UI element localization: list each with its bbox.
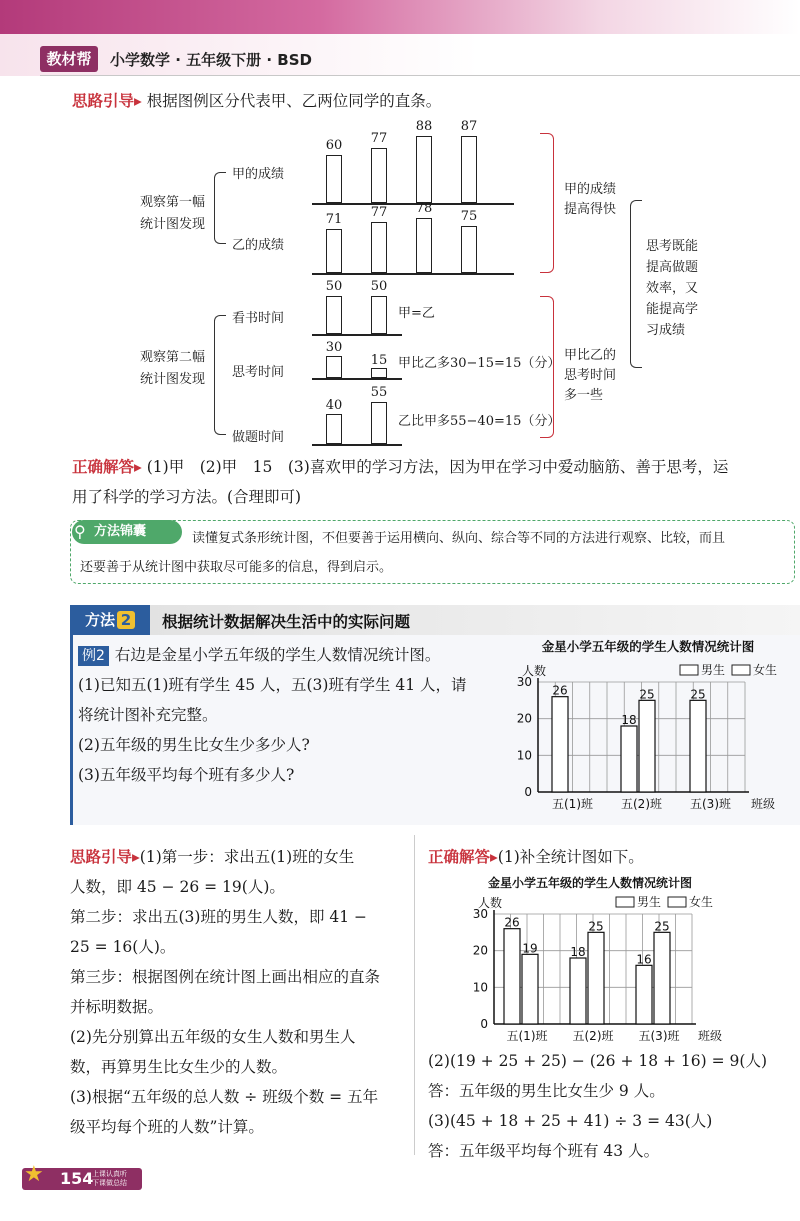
guide2-arrow: ▸ — [132, 848, 140, 866]
legend-label-2: 女生 — [689, 895, 714, 909]
answer2-l3: (3)(45 + 18 + 25 + 41) ÷ 3 = 43(人) — [428, 1112, 713, 1130]
bar-value-label: 16 — [636, 952, 652, 967]
doing-value-jia: 40 — [325, 398, 343, 413]
jia-bar-3 — [416, 136, 432, 203]
column-divider — [414, 835, 415, 1155]
example-line5: (3)五年级平均每个班有多少人? — [78, 766, 295, 784]
thinking-bar-jia — [326, 356, 342, 378]
footer-tag1: 上课认真听 — [92, 1170, 127, 1178]
bar-value-label: 26 — [552, 683, 568, 698]
answer2-l1: (2)(19 + 25 + 25) − (26 + 18 + 16) = 9(人) — [428, 1052, 767, 1070]
bar-value-label: 19 — [522, 941, 538, 956]
answer2-intro — [428, 842, 788, 872]
conclusion2-line1: 甲比乙的 — [564, 348, 617, 363]
reading-bar-yi — [371, 296, 387, 334]
answer2-block — [428, 1046, 788, 1166]
y-tick-label: 30 — [516, 675, 532, 689]
jia-value-4: 87 — [460, 119, 478, 134]
tip-badge: 方法锦囊 — [72, 520, 182, 544]
example-line1 — [78, 640, 498, 670]
example-line1-text: 右边是金星小学五年级的学生人数情况统计图。 — [114, 646, 441, 664]
bar-value-label: 25 — [588, 919, 604, 934]
conclusion1 — [564, 180, 616, 220]
chart-title: 金星小学五年级的学生人数情况统计图 — [541, 639, 755, 654]
reading-note: 甲=乙 — [398, 306, 435, 321]
chart-title: 金星小学五年级的学生人数情况统计图 — [487, 876, 693, 890]
group1-brace — [214, 172, 226, 244]
answer2-label: 正确解答 — [428, 848, 491, 866]
group1-label-line2: 统计图发现 — [140, 217, 206, 232]
bar-女生-五(2)班 — [639, 700, 655, 792]
jia-bar-4 — [461, 136, 477, 203]
bar-男生-五(2)班 — [570, 958, 586, 1024]
chart-ylabel: 人数 — [477, 896, 503, 910]
thinking-axis — [312, 378, 402, 380]
thinking-note: 甲比乙多30−15=15（分） — [398, 356, 561, 371]
group1-label — [140, 192, 205, 236]
doing-bar-jia — [326, 414, 342, 444]
guide1-text: 根据图例区分代表甲、乙两位同学的直条。 — [146, 92, 442, 110]
group1-label-line1: 观察第一幅 — [140, 195, 206, 210]
jia-value-1: 60 — [325, 138, 343, 153]
thinking-bar-yi — [371, 368, 387, 378]
chart-2 — [440, 872, 740, 1044]
group1-row2-label: 乙的成绩 — [232, 238, 285, 253]
bar-女生-五(3)班 — [654, 932, 670, 1024]
bar-value-label: 18 — [621, 713, 637, 727]
tip-line2: 还要善于从统计图中获取尽可能多的信息，得到启示。 — [80, 560, 393, 575]
y-tick-label: 20 — [472, 943, 488, 958]
tip-line1: 读懂复式条形统计图，不但要善于运用横向、纵向、综合等不同的方法进行观察、比较，而且 — [192, 531, 726, 546]
guide1-line — [72, 86, 441, 116]
final-line3: 效率，又 — [646, 281, 699, 296]
bar-男生-五(2)班 — [621, 726, 637, 792]
x-tick-label: 五(2)班 — [621, 797, 662, 811]
y-tick-label: 0 — [524, 785, 532, 799]
guide2-l1 — [70, 842, 410, 872]
legend-label-1: 男生 — [701, 663, 726, 677]
page-number: 154 — [60, 1169, 94, 1188]
thinking-value-yi: 15 — [370, 353, 388, 368]
yi-bar-4 — [461, 226, 477, 273]
legend-swatch-2 — [732, 665, 750, 675]
legend-swatch-1 — [616, 897, 634, 907]
guide2-l9: (3)根据“五年级的总人数 ÷ 班级个数 = 五年 — [70, 1088, 379, 1106]
chart-ylabel: 人数 — [521, 664, 547, 678]
doing-axis — [312, 444, 402, 446]
guide2-label: 思路引导 — [70, 848, 133, 866]
answer2-l4: 答：五年级平均每个班有 43 人。 — [428, 1142, 660, 1160]
reading-axis — [312, 334, 402, 336]
jia-value-3: 88 — [415, 119, 433, 134]
doing-note: 乙比甲多55−40=15（分） — [398, 414, 561, 429]
jia-value-2: 77 — [370, 131, 388, 146]
conclusion2-brace — [540, 296, 554, 438]
group2-row2-label: 思考时间 — [232, 365, 285, 380]
section-number: 2 — [117, 611, 135, 629]
yi-bar-3 — [416, 218, 432, 273]
group1-row1-label: 甲的成绩 — [232, 167, 285, 182]
conclusion1-line2: 提高得快 — [564, 202, 617, 217]
answer1-arrow: ▸ — [134, 458, 142, 476]
legend-label-1: 男生 — [637, 895, 662, 909]
magnifier-icon: ⚲ — [74, 522, 86, 541]
guide2-l7: (2)先分别算出五年级的女生人数和男生人 — [70, 1028, 356, 1046]
example-badge: 例2 — [78, 646, 109, 666]
chart-1 — [500, 636, 796, 822]
answer1-text1: (1)甲 (2)甲 15 (3)喜欢甲的学习方法，因为甲在学习中爱动脑筋、善于思考，运 — [146, 458, 729, 476]
yi-bar-2 — [371, 222, 387, 273]
bar-value-label: 25 — [690, 687, 706, 702]
yi-bar-1 — [326, 229, 342, 273]
book-badge: 教材帮 — [40, 46, 98, 72]
final-conclusion — [646, 236, 698, 341]
bar-女生-五(1)班 — [522, 954, 538, 1024]
conclusion2-line2: 思考时间 — [564, 368, 617, 383]
bar-男生-五(3)班 — [636, 965, 652, 1024]
section-label — [70, 605, 150, 635]
final-line5: 习成绩 — [646, 323, 686, 338]
star-icon: ★ — [24, 1162, 44, 1187]
guide2-block — [70, 842, 410, 1142]
yi-axis — [312, 273, 514, 275]
doing-value-yi: 55 — [370, 385, 388, 400]
final-brace — [630, 200, 642, 368]
footer-tag — [92, 1170, 127, 1188]
bar-value-label: 25 — [654, 919, 670, 934]
answer1-block — [72, 452, 792, 512]
group2-row1-label: 看书时间 — [232, 311, 285, 326]
conclusion2 — [564, 346, 616, 406]
group2-brace — [214, 315, 226, 435]
guide2-l3: 第二步：求出五(3)班的男生人数，即 41 − — [70, 908, 368, 926]
bar-男生-五(1)班 — [504, 929, 520, 1024]
legend-swatch-2 — [668, 897, 686, 907]
guide2-l8: 数，再算男生比女生少的人数。 — [70, 1058, 288, 1076]
reading-bar-jia — [326, 296, 342, 334]
guide1-label: 思路引导 — [72, 92, 135, 110]
final-line4: 能提高学 — [646, 302, 699, 317]
y-tick-label: 0 — [480, 1017, 488, 1031]
bar-男生-五(1)班 — [552, 697, 568, 792]
bar-value-label: 25 — [639, 687, 655, 702]
thinking-value-jia: 30 — [325, 340, 343, 355]
section-title: 根据统计数据解决生活中的实际问题 — [162, 613, 411, 631]
y-tick-label: 30 — [472, 907, 488, 921]
x-tick-label: 五(2)班 — [572, 1029, 614, 1043]
example-line2: (1)已知五(1)班有学生 45 人，五(3)班有学生 41 人，请 — [78, 676, 467, 694]
guide2-l10: 级平均每个班的人数”计算。 — [70, 1118, 264, 1136]
guide1-arrow: ▸ — [134, 92, 142, 110]
bar-value-label: 26 — [504, 915, 520, 930]
book-subtitle: 小学数学 · 五年级下册 · BSD — [110, 51, 312, 69]
group2-label-line1: 观察第二幅 — [140, 350, 206, 365]
yi-value-1: 71 — [325, 212, 343, 227]
y-tick-label: 20 — [516, 711, 532, 726]
reading-value-jia: 50 — [325, 279, 343, 294]
chart-xlabel: 班级 — [751, 797, 776, 811]
footer-tag2: 下课做总结 — [92, 1179, 127, 1187]
y-tick-label: 10 — [472, 980, 488, 995]
guide2-l2: 人数，即 45 − 26 = 19(人)。 — [70, 878, 285, 896]
answer1-text2: 用了科学的学习方法。(合理即可) — [72, 488, 302, 506]
final-line1: 思考既能 — [646, 239, 699, 254]
yi-value-3: 78 — [415, 201, 433, 216]
legend-label-2: 女生 — [753, 663, 778, 677]
answer1-label: 正确解答 — [72, 458, 135, 476]
guide2-l1-text: (1)第一步：求出五(1)班的女生 — [139, 848, 355, 866]
x-tick-label: 五(1)班 — [552, 797, 593, 811]
conclusion1-brace — [540, 133, 554, 273]
legend-swatch-1 — [680, 665, 698, 675]
answer1-line1 — [72, 452, 792, 482]
answer2-intro-text: (1)补全统计图如下。 — [497, 848, 644, 866]
header-divider — [40, 75, 800, 76]
section-label-text: 方法 — [84, 611, 115, 629]
group2-label-line2: 统计图发现 — [140, 372, 206, 387]
conclusion2-line3: 多一些 — [564, 388, 604, 403]
answer2-arrow: ▸ — [490, 848, 498, 866]
example-line3: 将统计图补充完整。 — [78, 706, 218, 724]
x-tick-label: 五(1)班 — [506, 1029, 548, 1043]
guide2-l4: 25 = 16(人)。 — [70, 938, 176, 956]
y-tick-label: 10 — [516, 748, 532, 763]
jia-bar-1 — [326, 155, 342, 203]
example-line4: (2)五年级的男生比女生少多少人? — [78, 736, 310, 754]
final-line2: 提高做题 — [646, 260, 699, 275]
doing-bar-yi — [371, 402, 387, 444]
yi-value-4: 75 — [460, 209, 478, 224]
bar-女生-五(2)班 — [588, 932, 604, 1024]
chart-xlabel: 班级 — [698, 1029, 723, 1043]
conclusion1-line1: 甲的成绩 — [564, 182, 617, 197]
answer2-l2: 答：五年级的男生比女生少 9 人。 — [428, 1082, 665, 1100]
example-text — [78, 640, 498, 790]
bar-男生-五(3)班 — [690, 700, 706, 792]
jia-bar-2 — [371, 148, 387, 203]
x-tick-label: 五(3)班 — [638, 1029, 680, 1043]
yi-value-2: 77 — [370, 205, 388, 220]
group2-label — [140, 347, 205, 391]
x-tick-label: 五(3)班 — [690, 797, 731, 811]
group2-row3-label: 做题时间 — [232, 430, 285, 445]
guide2-l6: 并标明数据。 — [70, 998, 164, 1016]
reading-value-yi: 50 — [370, 279, 388, 294]
guide2-l5: 第三步：根据图例在统计图上画出相应的直条 — [70, 968, 381, 986]
header-band — [0, 0, 800, 34]
bar-value-label: 18 — [570, 945, 586, 959]
